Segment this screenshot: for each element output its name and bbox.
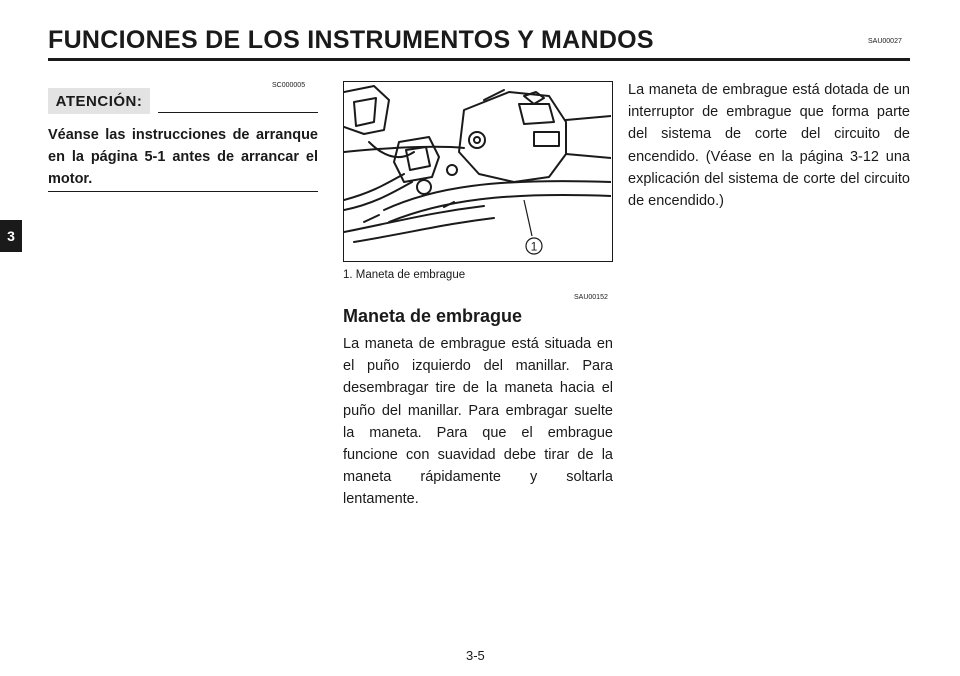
right-column-paragraph: La maneta de embrague está dotada de un interruptor de embrague que forma parte del sistema de corte del circuito de encendido. (Véase en la página 3-12 una explicación del sistema de corte del circuito de encendido.) [628,82,910,210]
section-title: Maneta de embrague [343,306,523,326]
caution-bottom-rule [48,191,318,192]
clutch-lever-figure [343,81,613,262]
figure-caption: 1. Maneta de embrague [343,269,466,281]
caution-label: ATENCIÓN: [48,88,150,114]
caution-underline [158,112,318,113]
clutch-lever-illustration [344,82,611,260]
page-header-title: FUNCIONES DE LOS INSTRUMENTOS Y MANDOS [48,26,654,54]
page-number: 3-5 [466,648,485,663]
chapter-tab: 3 [0,220,22,252]
caution-text: Véanse las instrucciones de arranque en la página 5-1 antes de arrancar el motor. [48,127,318,187]
section-code: SAU00152 [574,294,608,301]
header-rule [48,58,910,61]
callout-number: 1 [530,239,538,254]
caution-code: SC000005 [272,82,306,89]
caution-header [48,88,318,114]
header-code: SAU00027 [868,38,902,45]
section-paragraph: La maneta de embrague está situada en el puño izquierdo del manillar. Para desembragar tire de la maneta hacia el puño del manillar. Para embragar suelte la maneta. Para que el embrague funcione con suavidad debe tirar de la maneta rápidamente y soltarla lentamente. [343,336,613,508]
